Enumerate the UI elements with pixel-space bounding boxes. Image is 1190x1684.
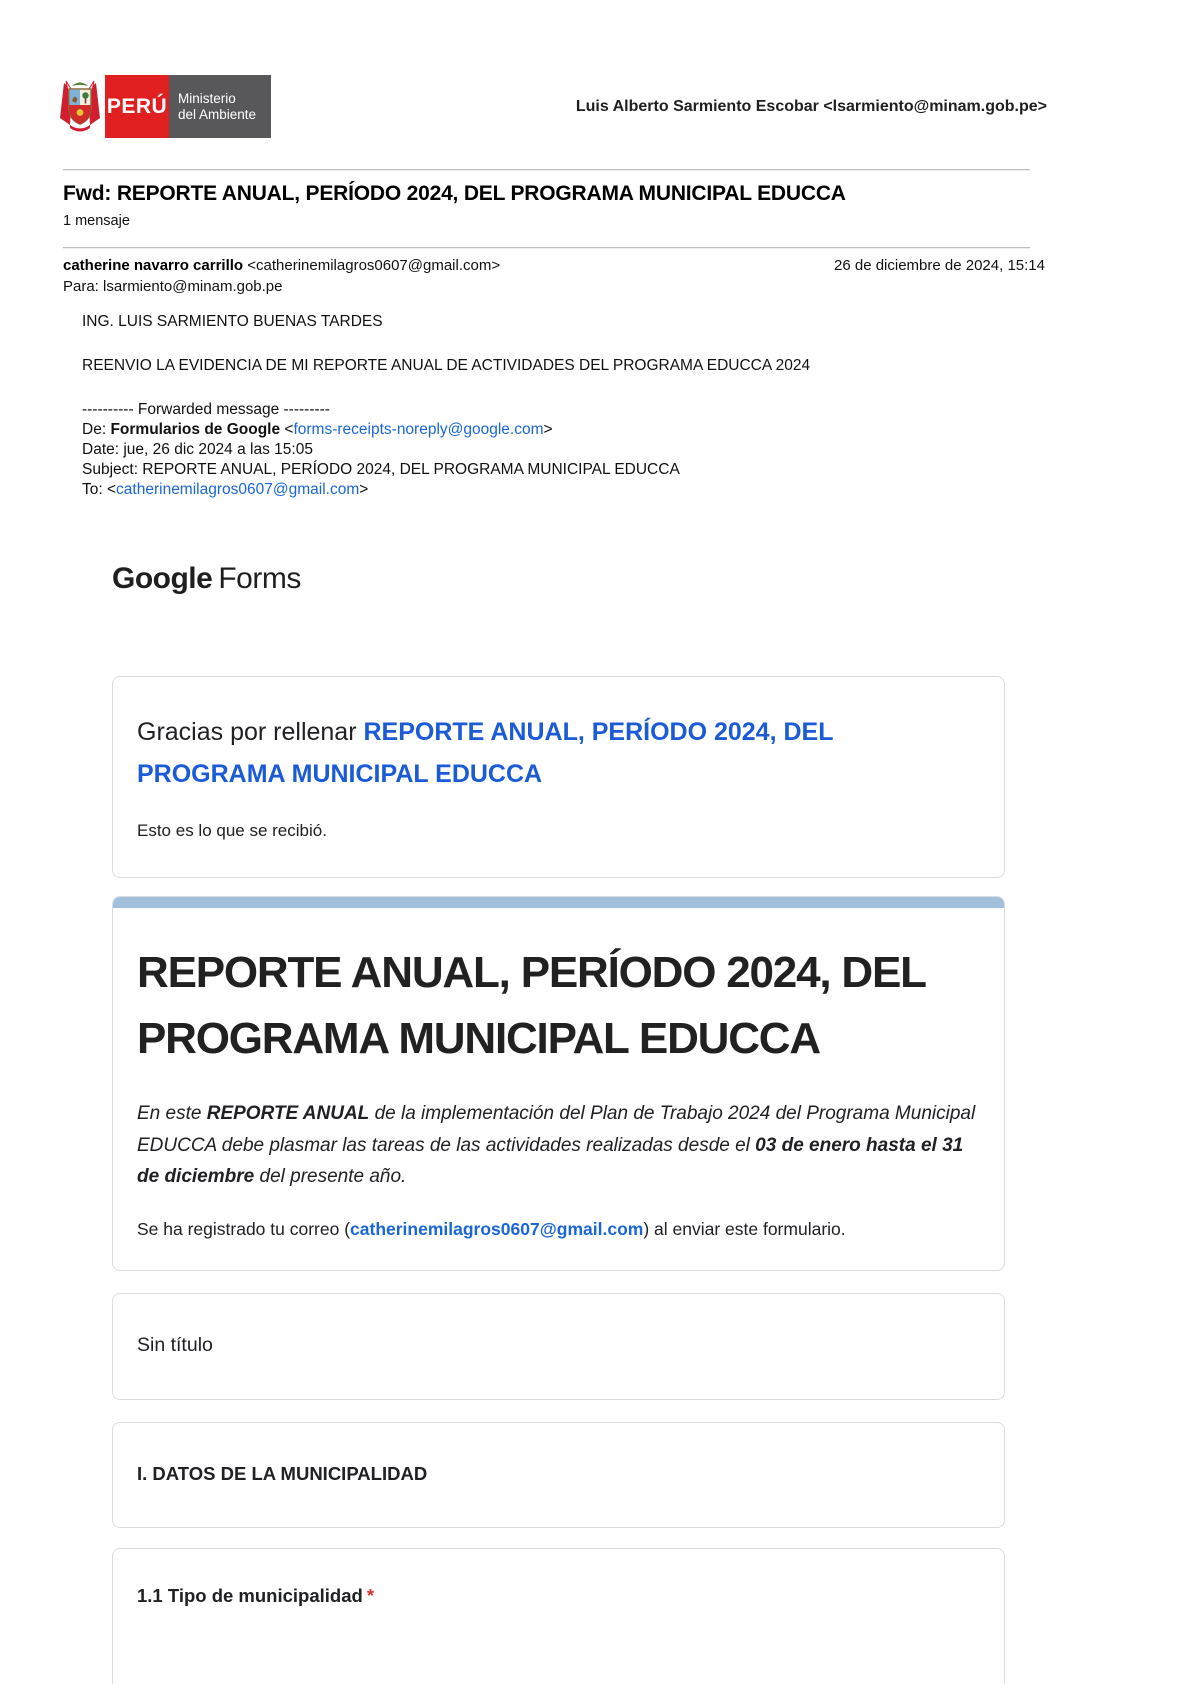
email-body [82,312,1026,1684]
google-wordmark: Google [112,562,213,595]
thanks-text [137,711,980,795]
form-title: REPORTE ANUAL, PERÍODO 2024, DEL PROGRAMA MUNICIPAL EDUCCA [137,948,925,1063]
desc-post: del presente año. [254,1166,407,1187]
desc-bold-report: REPORTE ANUAL [206,1103,370,1124]
forms-wordmark: Forms [218,562,301,595]
email-note-post: ) al enviar este formulario. [643,1218,846,1239]
peru-label: PERÚ [105,75,169,138]
top-header [55,75,1047,138]
form-title-link[interactable]: REPORTE ANUAL, PERÍODO 2024, DEL PROGRAMA MUNICIPAL EDUCCA [137,718,834,788]
header-divider [63,169,1030,171]
message-date: 26 de diciembre de 2024, 15:14 [834,257,1045,274]
peru-coat-of-arms-icon [55,75,105,138]
ministry-label [169,75,271,138]
fwd-from-name: Formularios de Google [110,421,281,438]
fwd-subject-line: Subject: REPORTE ANUAL, PERÍODO 2024, DEL PROGRAMA MUNICIPAL EDUCCA [82,461,680,478]
required-asterisk: * [366,1584,375,1606]
question-label: 1.1 Tipo de municipalidad [137,1584,363,1606]
fwd-from-open: < [280,421,294,438]
fwd-from-label: De: [82,421,111,438]
fwd-date-line: Date: jue, 26 dic 2024 a las 15:05 [82,441,313,458]
question-card [112,1548,1005,1684]
desc-pre: En este [137,1103,207,1124]
untitled-section-label: Sin título [137,1333,213,1356]
message-count: 1 mensaje [63,213,130,229]
form-card-accent-bar [113,897,1004,908]
datos-section-title: I. DATOS DE LA MUNICIPALIDAD [137,1462,428,1484]
form-email-note [137,1219,980,1240]
email-note-pre: Se ha registrado tu correo ( [137,1218,351,1239]
untitled-section-card [112,1293,1005,1400]
form-card [112,896,1005,1271]
datos-section-card [112,1422,1005,1528]
form-description [137,1098,980,1193]
received-text: Esto es lo que se recibió. [137,821,327,840]
fwd-to-label: To: < [82,481,117,498]
form-card-body [113,908,1004,1240]
forwarded-block [82,400,1026,500]
sender-row [63,257,1045,274]
thanks-prefix: Gracias por rellenar [137,718,364,746]
google-forms-logo [112,562,1005,600]
desc-mid: de la implementación del Plan de Trabajo 2024 del Programa Municipal EDUCCA debe plasmar las tareas de las actividades realizadas desde el [137,1103,976,1156]
account-header: Luis Alberto Sarmiento Escobar <lsarmiento@minam.gob.pe> [575,97,1047,115]
google-forms-receipt [112,562,1005,1684]
evidence-line: REENVIO LA EVIDENCIA DE MI REPORTE ANUAL DE ACTIVIDADES DEL PROGRAMA EDUCCA 2024 [82,357,811,374]
subject-divider [63,247,1030,249]
thanks-card [112,676,1005,878]
ministry-line1: Ministerio [178,90,236,106]
sender-name: catherine navarro carrillo [63,257,244,274]
sender-email: <catherinemilagros0607@gmail.com> [243,257,501,274]
registered-email-link[interactable]: catherinemilagros0607@gmail.com [350,1218,644,1239]
greeting-line: ING. LUIS SARMIENTO BUENAS TARDES [82,313,383,330]
page-title: Fwd: REPORTE ANUAL, PERÍODO 2024, DEL PROGRAMA MUNICIPAL EDUCCA [63,182,846,205]
gov-logo [55,75,271,138]
ministry-line2: del Ambiente [178,106,257,122]
forwarded-header: ---------- Forwarded message --------- [82,401,330,418]
recipient-line: Para: lsarmiento@minam.gob.pe [63,278,283,295]
fwd-from-close: > [543,421,553,438]
desc-bold-dates: 03 de enero hasta el 31 de diciembre [137,1134,964,1187]
fwd-to-email-link[interactable]: catherinemilagros0607@gmail.com [116,481,360,498]
fwd-from-email-link[interactable]: forms-receipts-noreply@google.com [293,421,544,438]
sender-identity [63,257,500,274]
fwd-to-close: > [359,481,369,498]
